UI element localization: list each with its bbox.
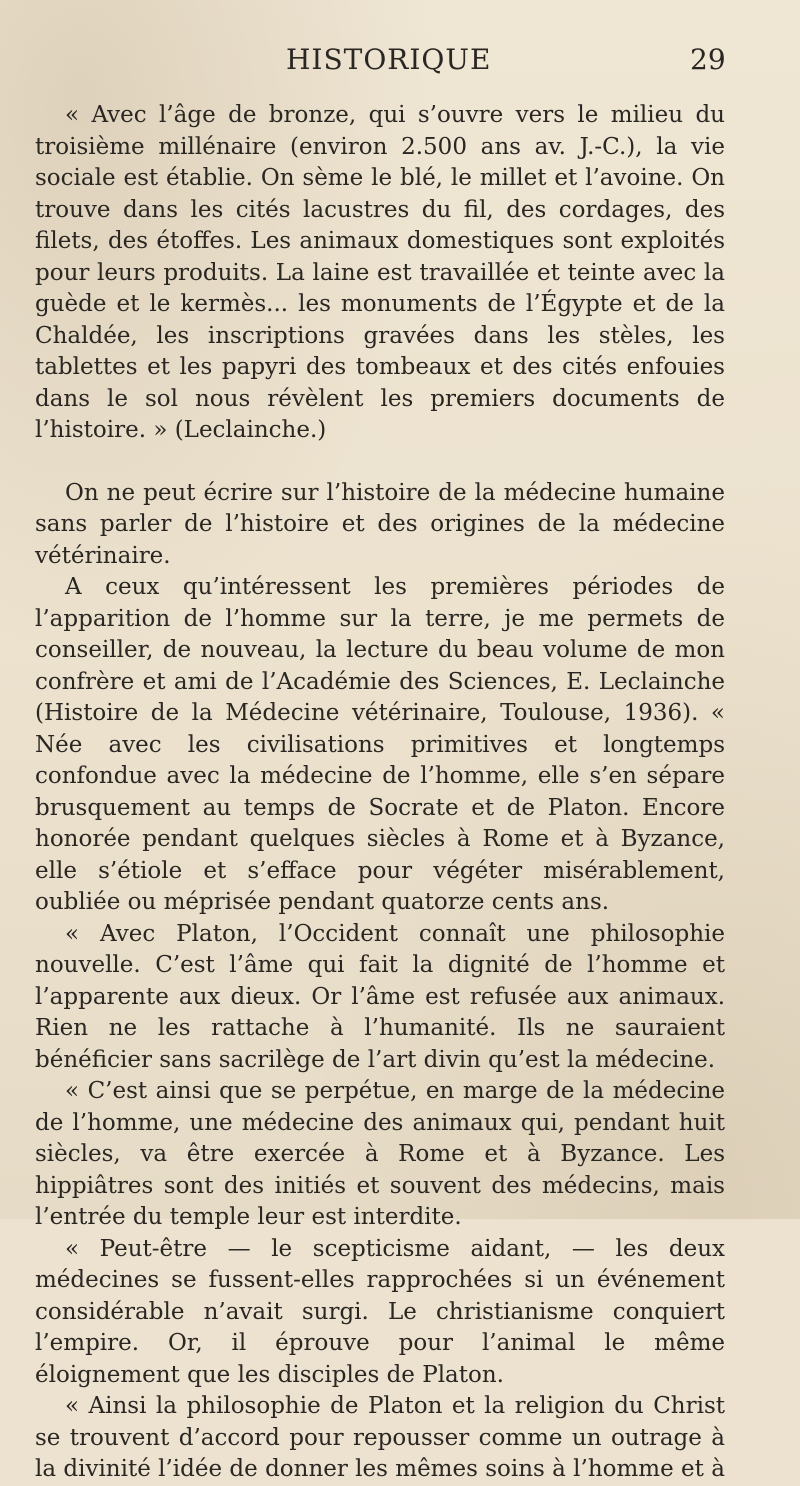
page-header [0, 40, 800, 80]
running-title: HISTORIQUE [286, 43, 492, 76]
paragraph-leclainche-recommendation: A ceux qu’intéressent les premières périodes de l’apparition de l’homme sur la terre, je me permets de conseiller, de nouveau, la lecture du beau volume de mon confrère et ami de l’Académie des Sciences, E. Leclainche (Histoire de la Médecine vétérinaire, Toulouse, 1936). « Née avec les civilisations primitives et longtemps confondue avec la médecine de l’homme, elle s’en sépare brusquement au temps de Socrate et de Platon. Encore honorée pendant quelques siècles à Rome et à Byzance, elle s’étiole et s’efface pour végéter misérablement, oubliée ou méprisée pendant quatorze cents ans. [35, 574, 725, 915]
paragraph-platon-christ: « Ainsi la philosophie de Platon et la religion du Christ se trouvent d’accord pour repousser comme un outrage à la divinité l’idée de donner les mêmes soins à l’homme et à [35, 1393, 725, 1482]
paragraph-rome-byzance: « C’est ainsi que se perpétue, en marge de la médecine de l’homme, une médecine des animaux qui, pendant huit siècles, va être exercée à Rome et à Byzance. Les hippiâtres sont des initiés et souvent des médecins, mais l’entrée du temple leur est interdite. [35, 1078, 725, 1230]
paragraph-bronze-age-quote: « Avec l’âge de bronze, qui s’ouvre vers le milieu du troisième millénaire (environ 2.500 ans av. J.-C.), la vie sociale est établie. On sème le blé, le millet et l’avoine. On trouve dans les cités lacustres du fil, des cordages, des filets, des étoffes. Les animaux domestiques sont exploités pour leurs produits. La laine est travaillée et teinte avec la guède et le kermès... les monuments de l’Égypte et de la Chaldée, les inscriptions gravées dans les stèles, les tablettes et les papyri des tombeaux et des cités enfouies dans le sol nous révèlent les premiers documents de l’histoire. » (Leclainche.) [35, 102, 725, 443]
paragraph-veterinary-history: On ne peut écrire sur l’histoire de la médecine humaine sans parler de l’histoire et des origines de la médecine vétérinaire. [35, 479, 725, 569]
paragraph-platon-philosophy: « Avec Platon, l’Occident connaît une philosophie nouvelle. C’est l’âme qui fait la dignité de l’homme et l’apparente aux dieux. Or l’âme est refusée aux animaux. Rien ne les rattache à l’humanité. Ils ne sauraient bénéficier sans sacrilège de l’art divin qu’est la médecine. [35, 920, 725, 1073]
body-text [35, 100, 725, 1486]
paragraph-christianisme: « Peut-être — le scepticisme aidant, — les deux médecines se fussent-elles rapprochées si un événement considérable n’avait surgi. Le christianisme conquiert l’empire. Or, il éprouve pour l’animal le même éloignement que les disciples de Platon. [35, 1235, 725, 1388]
page-number: 29 [690, 43, 726, 76]
